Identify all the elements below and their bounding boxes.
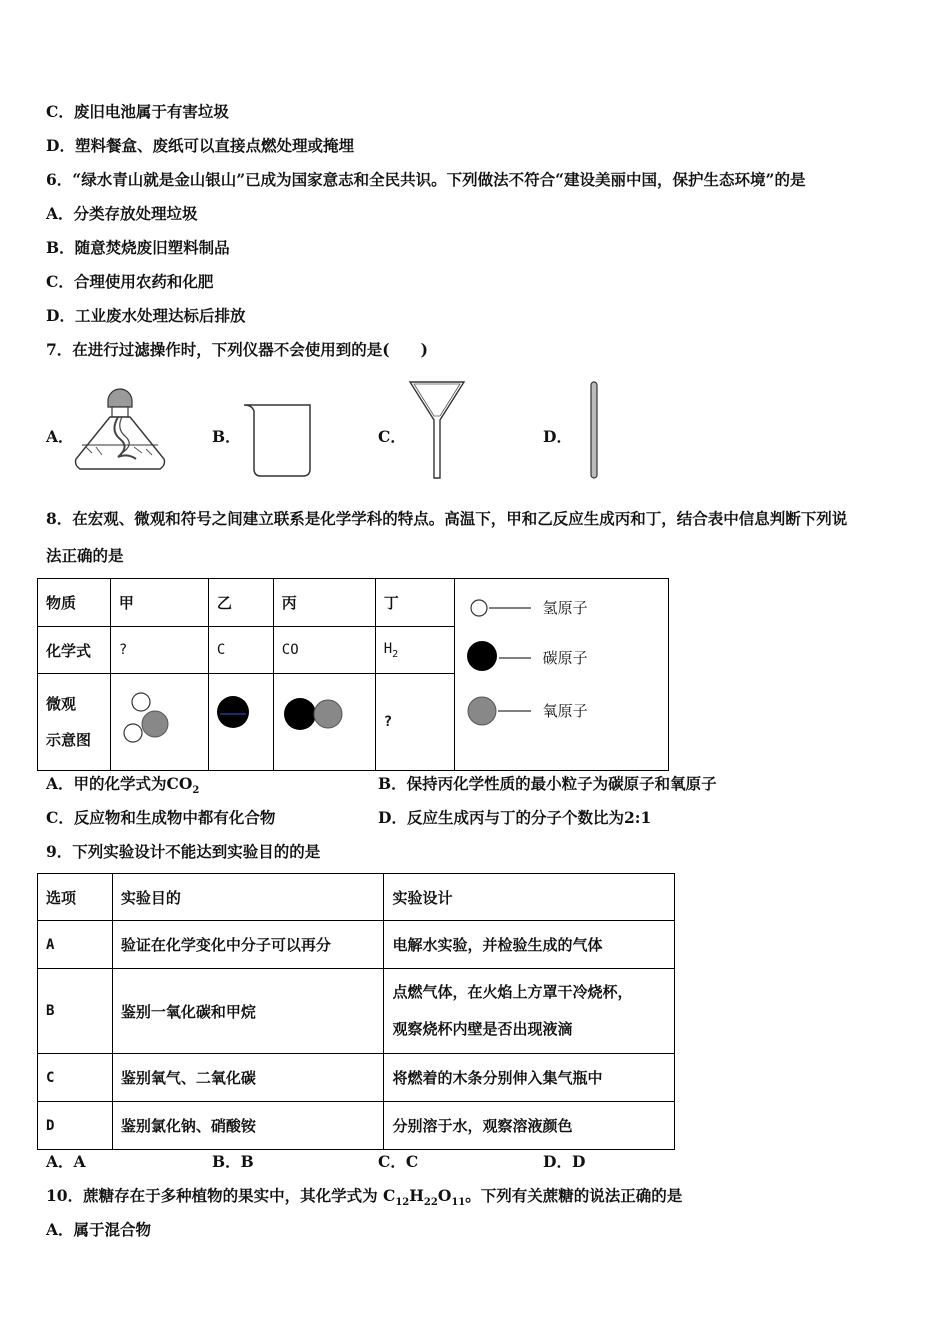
table-row-purpose: 鉴别氯化钠、硝酸铵 (112, 1102, 384, 1150)
q9-table (37, 873, 675, 1150)
table-row-option: B (38, 969, 113, 1054)
q10-stem: 10．蔗糖存在于多种植物的果实中，其化学式为 $C_{12}H_{22}O_{11}$。下列有关蔗糖的说法正确的是 (46, 1186, 683, 1209)
q9-answer-b: B．B (212, 1152, 254, 1171)
beaker-icon (240, 400, 316, 480)
q8-row-label-micro: 微观 示意图 (38, 674, 111, 771)
q9-header-design: 实验设计 (384, 874, 675, 921)
q8-legend (454, 579, 668, 771)
q8-substance-bing: 丙 (273, 579, 375, 627)
q8-formula-jia: ? (110, 627, 208, 674)
table-row-option: D (38, 1102, 113, 1150)
q6-option-c: C．合理使用农药和化肥 (46, 272, 214, 291)
q6-option-b: B．随意焚烧废旧塑料制品 (46, 238, 230, 257)
q8-table (37, 578, 669, 771)
table-row-design: 分别溶于水，观察溶液颜色 (384, 1102, 675, 1150)
table-row-design: 点燃气体，在火焰上方罩干冷烧杯， 观察烧杯内壁是否出现液滴 (384, 969, 675, 1054)
q6-stem: 6．“绿水青山就是金山银山”已成为国家意志和全民共识。下列做法不符合“建设美丽中国，保护生态环境”的是 (46, 170, 806, 189)
table-row-option: C (38, 1054, 113, 1102)
q8-row-label-substance: 物质 (38, 579, 111, 627)
table-row-design: 电解水实验，并检验生成的气体 (384, 921, 675, 969)
legend-hydrogen: 氢原子 (542, 599, 588, 617)
q9-answer-d: D．D (543, 1152, 586, 1171)
alcohol-lamp-icon (72, 383, 168, 475)
table-row-design: 将燃着的木条分别伸入集气瓶中 (384, 1054, 675, 1102)
q10-option-a: A．属于混合物 (46, 1220, 152, 1239)
oxygen-atom-icon (468, 697, 496, 725)
funnel-icon (408, 380, 466, 482)
q7-label-b: B． (212, 427, 241, 446)
q8-substance-jia: 甲 (110, 579, 208, 627)
q8-substance-yi: 乙 (208, 579, 273, 627)
q8-stem-line2: 法正确的是 (46, 546, 124, 565)
q8-substance-ding: 丁 (375, 579, 454, 627)
methane-like-molecule-icon (119, 690, 179, 750)
q8-formula-ding: $H_2$ (375, 627, 454, 674)
q6-option-a: A．分类存放处理垃圾 (46, 204, 198, 223)
q9-header-option: 选项 (38, 874, 113, 921)
table-row-purpose: 鉴别氧气、二氧化碳 (112, 1054, 384, 1102)
q7-label-d: D． (543, 427, 572, 446)
q5-option-d: D．塑料餐盒、废纸可以直接点燃处理或掩埋 (46, 136, 354, 155)
table-row-option: A (38, 921, 113, 969)
glass-rod-icon (588, 380, 600, 480)
q9-answer-c: C．C (378, 1152, 419, 1171)
legend-carbon: 碳原子 (542, 649, 588, 667)
q9-stem: 9．下列实验设计不能达到实验目的的是 (46, 842, 321, 861)
q8-option-a: A．甲的化学式为$CO_2$ (46, 774, 200, 797)
q7-label-c: C． (378, 427, 406, 446)
carbon-monoxide-molecule-icon (282, 690, 352, 750)
carbon-atom-icon (467, 641, 497, 671)
table-row-purpose: 鉴别一氧化碳和甲烷 (112, 969, 384, 1054)
q8-micro-jia (110, 674, 208, 771)
q8-formula-bing: CO (273, 627, 375, 674)
legend-oxygen: 氧原子 (542, 702, 588, 720)
q8-formula-yi: C (208, 627, 273, 674)
carbon-atom-icon (217, 690, 257, 750)
q9-answer-a: A．A (46, 1152, 86, 1171)
q8-micro-bing (273, 674, 375, 771)
q8-micro-ding: ? (375, 674, 454, 771)
q5-option-c: C．废旧电池属于有害垃圾 (46, 102, 229, 121)
q6-option-d: D．工业废水处理达标后排放 (46, 306, 246, 325)
table-row-purpose: 验证在化学变化中分子可以再分 (112, 921, 384, 969)
q7-stem: 7．在进行过滤操作时，下列仪器不会使用到的是( ) (46, 340, 428, 359)
q8-micro-yi (208, 674, 273, 771)
q9-header-purpose: 实验目的 (112, 874, 384, 921)
q8-row-label-formula: 化学式 (38, 627, 111, 674)
q8-option-b: B．保持丙化学性质的最小粒子为碳原子和氧原子 (378, 774, 717, 793)
q7-label-a: A． (46, 427, 74, 446)
q8-option-c: C．反应物和生成物中都有化合物 (46, 808, 276, 827)
q8-option-d: D．反应生成丙与丁的分子个数比为2:1 (378, 808, 652, 827)
q8-stem-line1: 8．在宏观、微观和符号之间建立联系是化学学科的特点。高温下，甲和乙反应生成丙和丁，结合表中信息判断下列说 (46, 509, 848, 528)
hydrogen-atom-icon (471, 600, 487, 616)
